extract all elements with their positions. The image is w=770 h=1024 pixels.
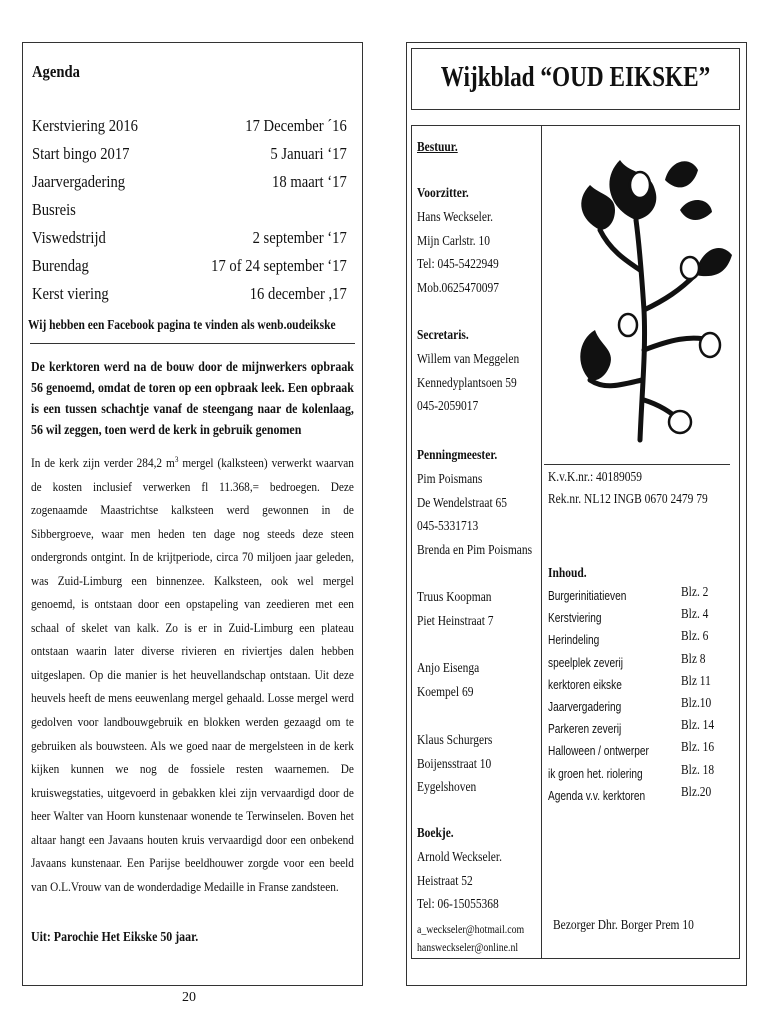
agenda-event: Kerst viering (32, 284, 109, 303)
article-source: Uit: Parochie Het Eikske 50 jaar. (31, 930, 199, 945)
agenda-row (32, 144, 347, 164)
acorn-icon (700, 333, 720, 357)
agenda-date: 5 Januari ‘17 (270, 144, 347, 163)
member1-line: Piet Heinstraat 7 (417, 613, 494, 629)
agenda-row (32, 172, 347, 192)
secretaris-line: Kennedyplantsoen 59 (417, 375, 517, 391)
toc-item: speelplek zeverij (548, 654, 623, 670)
toc-page: Blz 8 (681, 651, 706, 667)
column-divider (541, 125, 542, 959)
toc-item: Burgerinitiatieven (548, 588, 627, 603)
agenda-event: Viswedstrijd (32, 228, 106, 247)
agenda-event: Jaarvergadering (32, 172, 126, 191)
agenda-date: 16 december ,17 (249, 284, 347, 303)
boekje-line: Tel: 06-15055368 (417, 897, 499, 912)
boekje-line: hansweckseler@online.nl (417, 939, 519, 954)
toc-page: Blz. 6 (681, 629, 709, 645)
toc-page: Blz.20 (681, 784, 712, 800)
article-body-rest: mergel (kalksteen) verwerkt waarvan de kosten inclusief verwerken fl 11.368,= bedroegen. Deze zogenaamde Maastrichtse kalksteen werd gewonnen in de Sibbergroeve, waar men heden ten dage nog steeds deze steen ondergronds ontgint. In de krijtperiode, circa 70 miljoen jaar geleden, was Zuid-Limburg een binnenzee. Kalksteen, ook wel mergel genoemd, is ontstaan door een opstapeling van zeedieren met een schaal of skelet van kalk. Zo is er in Zuid-Limburg een plateau ontstaan waarin later diverse rivieren en riviertjes dalen hebben uitgeslapen. Op die manier is het heuvellandschap ontstaan. Uit deze heuvels heeft de mens eeuwenlang mergel gehaald. Losse mergel werd gedolven voor landbouwgebruik en blokken werden gezaagd om te gebruiken als bouwsteen. Als we goed naar de mergelsteen in de kerk kijken kunnen we nog de fossiele resten waarnemen. De kruiswegstaties, uitgevoerd in gebakken klei zijn vervaardigd door de heer Walter van Hoorn kunstenaar wonende te Terwinselen. Boven het altaar hangt een Javaans houten kruis vervaardigd door een onbekend Javaans kunstenaar. Een Parijse beeldhouwer zorgde voor een beeld van O.L.Vrouw van de wonderdadige Medaille in Franse zandsteen. (31, 456, 354, 894)
oak-leaf-icon (695, 248, 732, 276)
toc-item: Parkeren zeverij (548, 721, 622, 737)
agenda-row (32, 116, 347, 136)
voorzitter-label: Voorzitter. (417, 186, 469, 201)
member2-line: Anjo Eisenga (417, 661, 480, 676)
left-divider (30, 343, 355, 344)
kvk-divider (544, 464, 730, 465)
newsletter-title: Wijkblad “OUD EIKSKE” (440, 62, 711, 93)
toc-page: Blz. 2 (681, 585, 709, 600)
penningmeester-label: Penningmeester. (417, 448, 498, 463)
toc-page: Blz. 14 (681, 718, 715, 734)
toc-item: kerktoren eikske (548, 676, 622, 692)
oak-leaf-icon (580, 330, 611, 380)
toc-item: Halloween / ontwerper (548, 743, 649, 759)
member3-line: Eygelshoven (417, 780, 477, 795)
article-sup: 3 (174, 454, 179, 464)
toc-page: Blz. 4 (681, 607, 709, 623)
acorn-icon (619, 314, 637, 336)
member3-line: Klaus Schurgers (417, 733, 493, 748)
toc-item: Agenda v.v. kerktoren (548, 787, 646, 803)
toc-item: ik groen het. riolering (548, 765, 643, 781)
page-number: 20 (182, 990, 196, 1005)
article-heading: De kerktoren werd na de bouw door de mijnwerkers opbraak 56 genoemd, omdat de toren op een opbraak leek. Een opbraak is een tussen schachtje vanaf de steengang naar de kolenlaag, 56 wil zeggen, toen werd de kerk in gebruik genomen (31, 359, 354, 437)
toc-item: Kerstviering (548, 610, 602, 626)
secretaris-line: 045-2059017 (417, 399, 479, 414)
toc-item: Jaarvergadering (548, 699, 622, 714)
penningmeester-line: Pim Poismans (417, 472, 483, 487)
boekje-label: Boekje. (417, 826, 454, 841)
bank-account: Rek.nr. NL12 INGB 0670 2479 79 (548, 492, 708, 507)
inhoud-label: Inhoud. (548, 566, 587, 581)
article-body (31, 452, 354, 899)
bestuur-label: Bestuur. (417, 140, 458, 155)
voorzitter-line: Tel: 045-5422949 (417, 257, 499, 272)
voorzitter-line: Hans Weckseler. (417, 210, 494, 225)
toc-page: Blz. 18 (681, 762, 715, 778)
agenda-row (32, 200, 305, 220)
toc-page: Blz 11 (681, 673, 711, 689)
agenda-title: Agenda (32, 62, 80, 81)
member1-line: Truus Koopman (417, 590, 492, 605)
penningmeester-line: De Wendelstraat 65 (417, 495, 508, 511)
secretaris-line: Willem van Meggelen (417, 352, 520, 367)
acorn-icon (681, 257, 699, 279)
article-body-start: In de kerk zijn verder 284,2 m (31, 456, 175, 470)
secretaris-label: Secretaris. (417, 328, 469, 343)
agenda-row (32, 256, 347, 276)
toc-item: Herindeling (548, 632, 600, 648)
acorn-icon (669, 411, 691, 433)
oak-branch-illustration (570, 150, 740, 450)
agenda-date: 18 maart ‘17 (272, 172, 347, 191)
acorn-icon (630, 172, 650, 198)
agenda-date: 17 December ´16 (245, 116, 347, 135)
agenda-event: Start bingo 2017 (32, 144, 130, 163)
agenda-event: Burendag (32, 256, 89, 275)
toc-page: Blz.10 (681, 696, 712, 711)
boekje-line: Heistraat 52 (417, 873, 473, 889)
facebook-note: Wij hebben een Facebook pagina te vinden als wenb.oudeikske (28, 318, 336, 333)
voorzitter-line: Mob.0625470097 (417, 280, 499, 296)
member2-line: Koempel 69 (417, 684, 474, 700)
agenda-row (32, 228, 347, 248)
title-box (411, 48, 740, 110)
agenda-row (32, 284, 347, 304)
agenda-date: 17 of 24 september ‘17 (211, 256, 347, 275)
oak-leaf-icon (680, 200, 712, 220)
kvk-number: K.v.K.nr.: 40189059 (548, 470, 642, 485)
voorzitter-line: Mijn Carlstr. 10 (417, 233, 491, 249)
toc-page: Blz. 16 (681, 740, 715, 756)
oak-leaf-icon (581, 185, 615, 230)
agenda-date: 2 september ‘17 (252, 228, 347, 247)
agenda-event: Busreis (32, 200, 76, 219)
agenda-event: Kerstviering 2016 (32, 116, 138, 135)
oak-leaf-icon (665, 161, 698, 187)
penningmeester-line: 045-5331713 (417, 519, 479, 534)
penningmeester-line: Brenda en Pim Poismans (417, 542, 533, 558)
boekje-line: a_weckseler@hotmail.com (417, 921, 525, 936)
bezorger-note: Bezorger Dhr. Borger Prem 10 (553, 918, 694, 933)
member3-line: Boijensstraat 10 (417, 756, 492, 772)
boekje-line: Arnold Weckseler. (417, 850, 502, 865)
